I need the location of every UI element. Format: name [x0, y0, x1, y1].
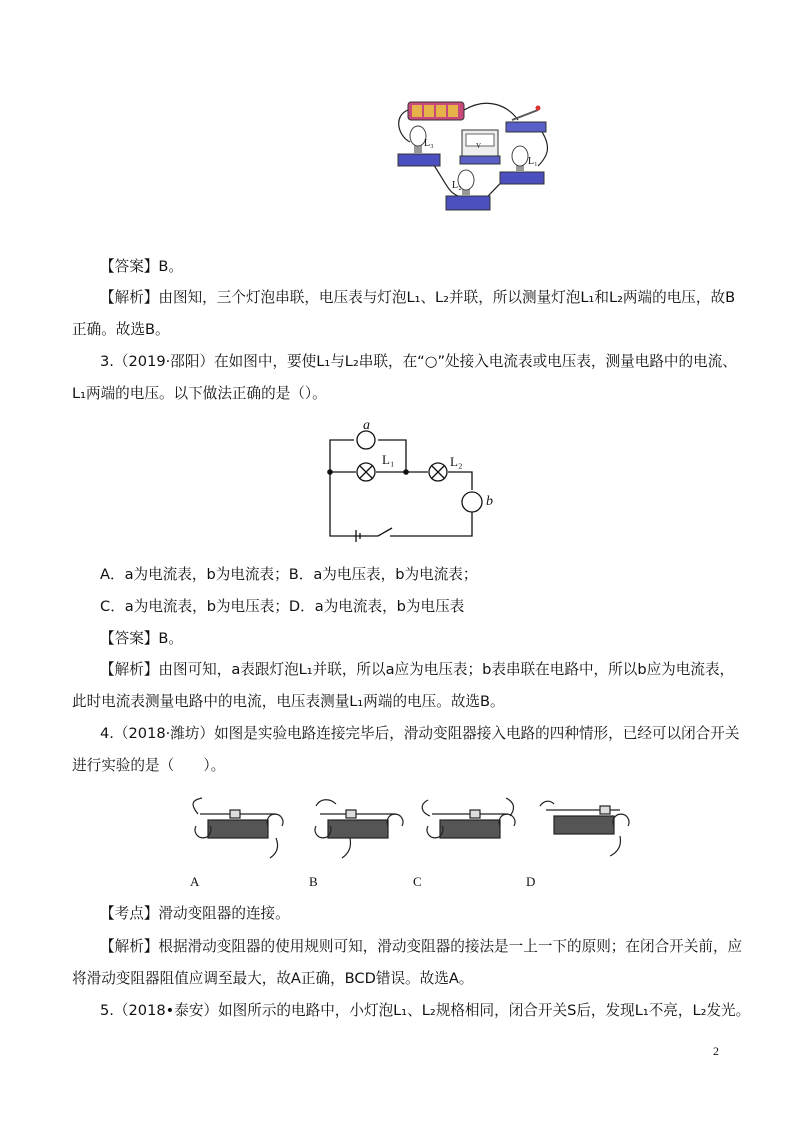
photo-label-meter: V [476, 142, 482, 150]
circuit-diagram-q3 [320, 418, 500, 548]
photo-label-l2: L₂ [452, 180, 462, 191]
analysis-q2-line1: 【解析】由图知，三个灯泡串联，电压表与灯泡L₁、L₂并联，所以测量灯泡L₁和L₂两端的电压，故B [100, 289, 736, 306]
analysis-q2-line2: 正确。故选B。 [72, 321, 170, 338]
lamp-l1-label: L₁ [382, 452, 395, 467]
rheostat-label-a: A [190, 874, 200, 889]
answer-q2: 【答案】B。 [100, 258, 183, 275]
page-number: 2 [713, 1044, 719, 1058]
rheostat-figures [180, 796, 630, 860]
analysis-q4-line1: 【解析】根据滑动变阻器的使用规则可知，滑动变阻器的接法是一上一下的原则；在闭合开关前，应 [100, 938, 743, 955]
options-q3-ab: A．a为电流表，b为电流表；B．a为电压表，b为电流表； [100, 566, 478, 583]
rheostat-label-d: D [526, 874, 536, 889]
question-4-line2: 进行实验的是（ ）。 [72, 757, 226, 774]
meter-b-label: b [486, 494, 493, 509]
question-3-line1: 3.（2019·邵阳）在如图中，要使L₁与L₂串联，在“○”处接入电流表或电压表，测量电路中的电流、 [100, 353, 737, 370]
meter-a-label: a [363, 418, 370, 433]
question-5-line1: 5.（2018•泰安）如图所示的电路中，小灯泡L₁、L₂规格相同，闭合开关S后，发现L₁不亮，L₂发光。 [100, 1002, 751, 1019]
rheostat-label-b: B [309, 874, 318, 889]
photo-label-l1: L₁ [528, 156, 538, 167]
answer-q3: 【答案】B。 [100, 630, 183, 647]
analysis-q3-line2: 此时电流表测量电路中的电流，电压表测量L₁两端的电压。故选B。 [72, 693, 505, 710]
lamp-l2-label: L₂ [450, 454, 463, 469]
analysis-q3-line1: 【解析】由图可知，a表跟灯泡L₁并联，所以a应为电压表；b表串联在电路中，所以b应为电流表， [100, 661, 735, 678]
circuit-photo-figure [388, 96, 558, 220]
photo-label-l3: L₃ [424, 138, 434, 149]
knowledge-point-q4: 【考点】滑动变阻器的连接。 [100, 905, 290, 922]
question-3-line2: L₁两端的电压。以下做法正确的是（）。 [72, 385, 327, 402]
analysis-q4-line2: 将滑动变阻器阻值应调至最大，故A正确，BCD错误。故选A。 [72, 970, 474, 987]
question-4-line1: 4.（2018·潍坊）如图是实验电路连接完毕后，滑动变阻器接入电路的四种情形，已经可以闭合开关 [100, 725, 740, 742]
options-q3-cd: C．a为电流表，b为电压表；D．a为电流表，b为电压表 [100, 598, 465, 615]
rheostat-label-c: C [413, 874, 422, 889]
